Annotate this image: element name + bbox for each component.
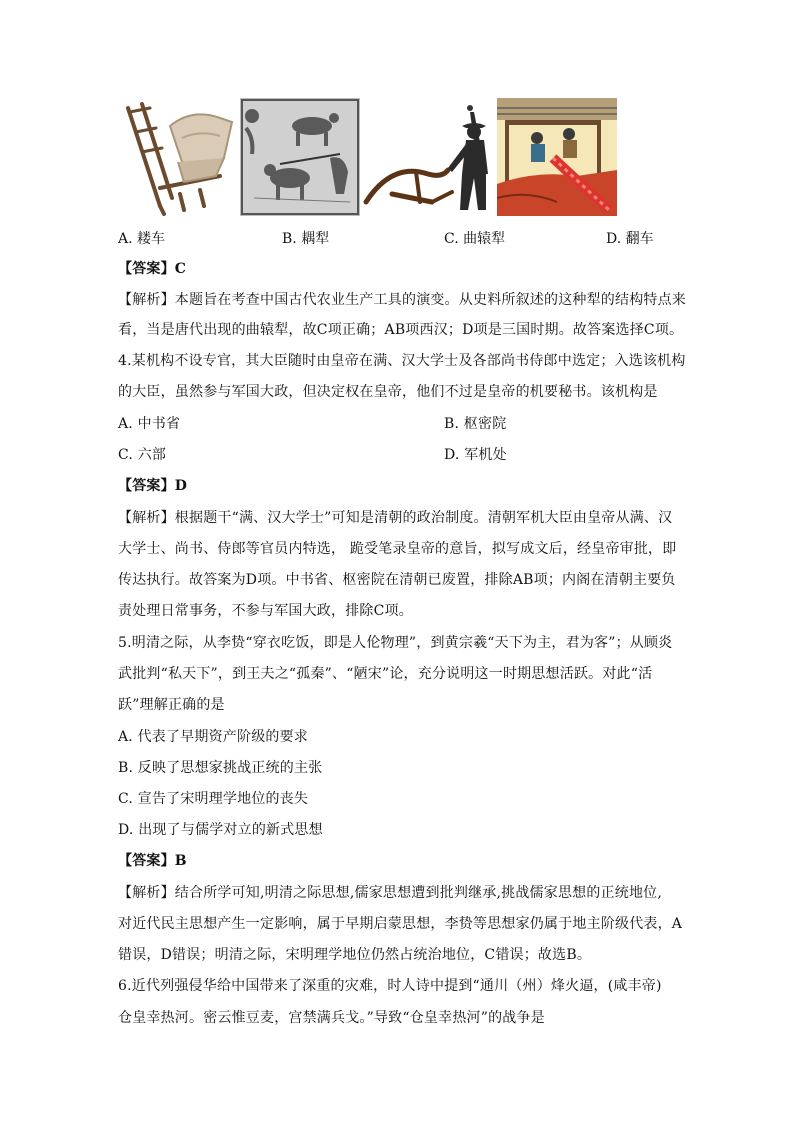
- q4-analysis-line: 传达执行。故答案为D项。中书省、枢密院在清朝已废置，排除AB项；内阁在清朝主要负: [118, 572, 676, 588]
- q5-analysis-line: 错误，D错误；明清之际，宋明理学地位仍然占统治地位，C错误；故选B。: [118, 947, 592, 963]
- q5-analysis-line: 对近代民主思想产生一定影响，属于早期启蒙思想，李贽等思想家仍属于地主阶级代表，A: [118, 916, 683, 932]
- q5-stem-line: 5.明清之际，从李贽“穿衣吃饭，即是人伦物理”，到黄宗羲“天下为主，君为客”；从顾炎: [118, 635, 673, 651]
- figure-label-a: A. 耧车: [118, 231, 166, 247]
- q5-answer: 【答案】B: [118, 853, 187, 869]
- water-wheel-image: [497, 98, 617, 216]
- q5-analysis-line: 【解析】结合所学可知,明清之际思想,儒家思想遭到批判继承,挑战儒家思想的正统地位,: [118, 885, 662, 901]
- q4-analysis-line: 大学士、尚书、侍郎等官员内特选， 跪受笔录皇帝的意旨，拟写成文后，经皇帝审批，即: [118, 541, 677, 557]
- figure-label-c: C. 曲辕犁: [444, 231, 506, 247]
- figure-label-d: D. 翻车: [606, 231, 654, 247]
- curved-plough-image: [362, 98, 494, 216]
- q5-option-d: D. 出现了与儒学对立的新式思想: [118, 822, 323, 838]
- q3-answer: 【答案】C: [118, 261, 187, 277]
- figure-label-b: B. 耦犁: [282, 231, 330, 247]
- q3-analysis-line: 看，当是唐代出现的曲辕犁，故C项正确；AB项西汉；D项是三国时期。故答案选择C项。: [118, 322, 684, 338]
- q5-option-b: B. 反映了思想家挑战正统的主张: [118, 760, 323, 776]
- figure-strip: [0, 98, 794, 220]
- seed-drill-image: [120, 98, 240, 216]
- q5-option-a: A. 代表了早期资产阶级的要求: [118, 729, 309, 745]
- q4-stem-line: 的大臣，虽然参与军国大政，但决定权在皇帝，他们不过是皇帝的机要秘书。该机构是: [118, 384, 658, 400]
- q3-analysis-line: 【解析】本题旨在考查中国古代农业生产工具的演变。从史料所叙述的这种犁的结构特点来: [118, 292, 686, 308]
- q5-stem-line: 武批判“私天下”，到王夫之“孤秦”、“陋宋”论，充分说明这一时期思想活跃。对此“活: [118, 666, 653, 682]
- q4-stem-line: 4.某机构不设专官，其大臣随时由皇帝在满、汉大学士及各部尚书侍郎中选定；入选该机构: [118, 353, 686, 369]
- q4-analysis-line: 责处理日常事务，不参与军国大政，排除C项。: [118, 603, 413, 619]
- q6-stem-line: 仓皇幸热河。密云惟豆麦，宫禁满兵戈。”导致“仓皇幸热河”的战争是: [118, 1010, 545, 1026]
- q5-stem-line: 跃”理解正确的是: [118, 697, 225, 713]
- q4-analysis-line: 【解析】根据题干“满、汉大学士”可知是清朝的政治制度。清朝军机大臣由皇帝从满、汉: [118, 510, 673, 526]
- q4-option-d: D. 军机处: [444, 447, 507, 463]
- ox-plough-relief-image: [240, 98, 360, 216]
- q5-option-c: C. 宣告了宋明理学地位的丧失: [118, 791, 309, 807]
- q4-option-c: C. 六部: [118, 447, 167, 463]
- q6-stem-line: 6.近代列强侵华给中国带来了深重的灾难，时人诗中提到“通川（州）烽火逼，(咸丰帝): [118, 978, 662, 994]
- q4-option-a: A. 中书省: [118, 416, 181, 432]
- q4-answer: 【答案】D: [118, 478, 188, 494]
- q4-option-b: B. 枢密院: [444, 416, 507, 432]
